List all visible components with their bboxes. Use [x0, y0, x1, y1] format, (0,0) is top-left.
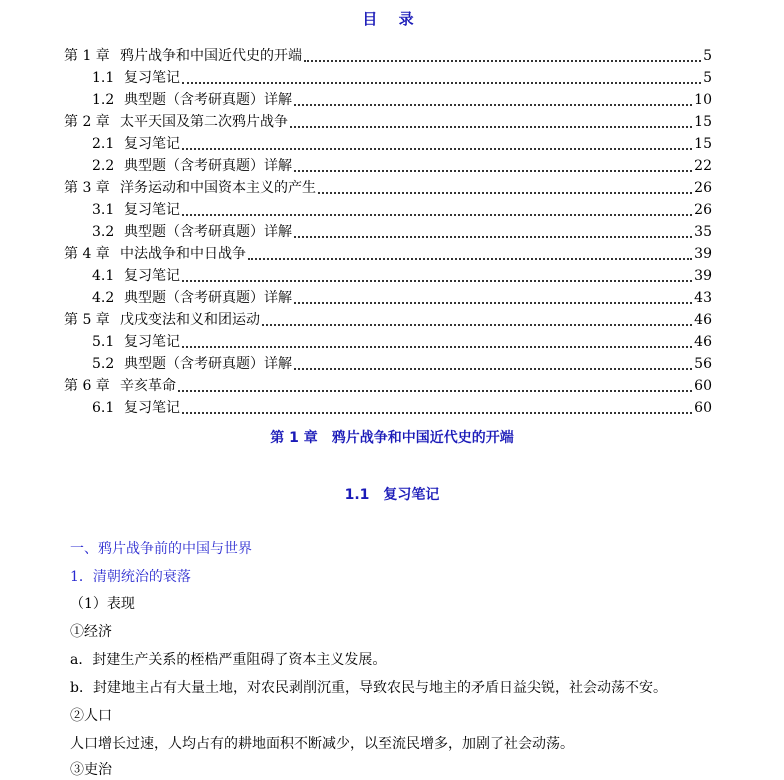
toc-number: 6.1 — [92, 400, 115, 416]
toc-section-3-1[interactable] — [92, 200, 712, 221]
toc-entry-title: 洋务运动和中国资本主义的产生 — [120, 180, 316, 196]
item-governance: ③吏治 — [70, 762, 112, 778]
toc-number: 2.2 — [92, 158, 115, 174]
toc-leader-dots — [182, 82, 701, 84]
population-text: 人口增长过速，人均占有的耕地面积不断减少，以至流民增多，加剧了社会动荡。 — [70, 736, 574, 752]
toc-entry-title: 复习笔记 — [124, 268, 180, 284]
toc-number: 4.2 — [92, 290, 115, 306]
toc-entry-title: 典型题（含考研真题）详解 — [124, 224, 292, 240]
chapter-heading: 第 1 章 鸦片战争和中国近代史的开端 — [270, 430, 514, 446]
toc-leader-dots — [294, 104, 692, 106]
toc-number: 1.1 — [92, 70, 115, 86]
toc-section-4-2[interactable] — [92, 288, 712, 309]
toc-leader-dots — [182, 346, 692, 348]
item-population: ②人口 — [70, 708, 112, 724]
toc-section-4-1[interactable] — [92, 266, 712, 287]
toc-leader-dots — [182, 148, 692, 150]
toc-section-2-2[interactable] — [92, 156, 712, 177]
toc-entry-title: 典型题（含考研真题）详解 — [124, 158, 292, 174]
toc-section-6-1[interactable] — [92, 398, 712, 419]
toc-leader-dots — [248, 258, 692, 260]
toc-entry-title: 复习笔记 — [124, 334, 180, 350]
toc-entry-title: 复习笔记 — [124, 136, 180, 152]
toc-page-number: 22 — [694, 158, 712, 174]
economy-point-a: a．封建生产关系的桎梏严重阻碍了资本主义发展。 — [70, 652, 387, 668]
toc-entry-title: 戊戌变法和义和团运动 — [120, 312, 260, 328]
toc-chapter-3[interactable] — [64, 178, 712, 199]
heading-level-2: 1．清朝统治的衰落 — [70, 569, 191, 585]
toc-page-number: 26 — [694, 202, 712, 218]
toc-page-number: 15 — [694, 114, 712, 130]
toc-page-number: 60 — [694, 378, 712, 394]
section-heading: 1.1 复习笔记 — [344, 487, 440, 503]
toc-page-number: 43 — [694, 290, 712, 306]
toc-entry-title: 中法战争和中日战争 — [120, 246, 246, 262]
toc-leader-dots — [318, 192, 692, 194]
toc-page-number: 5 — [703, 70, 712, 86]
toc-page-number: 39 — [694, 268, 712, 284]
toc-page-number: 35 — [694, 224, 712, 240]
toc-leader-dots — [294, 236, 692, 238]
toc-page-number: 15 — [694, 136, 712, 152]
toc-section-1-1[interactable] — [92, 68, 712, 89]
toc-number: 5.2 — [92, 356, 115, 372]
item-economy: ①经济 — [70, 624, 112, 640]
heading-level-3: （1）表现 — [70, 596, 135, 612]
toc-number: 5.1 — [92, 334, 115, 350]
toc-number: 第 1 章 — [64, 48, 110, 64]
toc-page-number: 56 — [694, 356, 712, 372]
toc-number: 第 3 章 — [64, 180, 110, 196]
toc-leader-dots — [182, 280, 692, 282]
toc-section-5-2[interactable] — [92, 354, 712, 375]
toc-number: 3.2 — [92, 224, 115, 240]
toc-entry-title: 复习笔记 — [124, 202, 180, 218]
toc-page-number: 46 — [694, 312, 712, 328]
toc-chapter-2[interactable] — [64, 112, 712, 133]
toc-number: 3.1 — [92, 202, 115, 218]
heading-level-1: 一、鸦片战争前的中国与世界 — [70, 541, 252, 557]
toc-chapter-1[interactable] — [64, 46, 712, 67]
toc-page-number: 60 — [694, 400, 712, 416]
toc-number: 1.2 — [92, 92, 115, 108]
toc-page-number: 46 — [694, 334, 712, 350]
toc-chapter-5[interactable] — [64, 310, 712, 331]
toc-leader-dots — [294, 302, 692, 304]
toc-section-5-1[interactable] — [92, 332, 712, 353]
toc-entry-title: 典型题（含考研真题）详解 — [124, 290, 292, 306]
toc-leader-dots — [182, 412, 692, 414]
toc-leader-dots — [294, 368, 692, 370]
toc-chapter-6[interactable] — [64, 376, 712, 397]
toc-entry-title: 典型题（含考研真题）详解 — [124, 356, 292, 372]
toc-number: 2.1 — [92, 136, 115, 152]
toc-leader-dots — [294, 170, 692, 172]
toc-leader-dots — [178, 390, 692, 392]
toc-entry-title: 鸦片战争和中国近代史的开端 — [120, 48, 302, 64]
toc-number: 第 6 章 — [64, 378, 110, 394]
toc-page-number: 10 — [694, 92, 712, 108]
toc-leader-dots — [262, 324, 692, 326]
toc-page-number: 39 — [694, 246, 712, 262]
toc-section-1-2[interactable] — [92, 90, 712, 111]
toc-number: 第 4 章 — [64, 246, 110, 262]
toc-entry-title: 复习笔记 — [124, 400, 180, 416]
economy-point-b: b．封建地主占有大量土地，对农民剥削沉重，导致农民与地主的矛盾日益尖锐，社会动荡不安。 — [70, 680, 667, 696]
toc-entry-title: 典型题（含考研真题）详解 — [124, 92, 292, 108]
toc-leader-dots — [182, 214, 692, 216]
toc-entry-title: 太平天国及第二次鸦片战争 — [120, 114, 288, 130]
toc-number: 第 5 章 — [64, 312, 110, 328]
toc-entry-title: 辛亥革命 — [120, 378, 176, 394]
toc-leader-dots — [290, 126, 692, 128]
toc-entry-title: 复习笔记 — [124, 70, 180, 86]
toc-title: 目 录 — [362, 10, 422, 28]
toc-section-2-1[interactable] — [92, 134, 712, 155]
toc-number: 第 2 章 — [64, 114, 110, 130]
toc-page-number: 26 — [694, 180, 712, 196]
toc-page-number: 5 — [703, 48, 712, 64]
toc-leader-dots — [304, 60, 701, 62]
toc-number: 4.1 — [92, 268, 115, 284]
toc-section-3-2[interactable] — [92, 222, 712, 243]
toc-chapter-4[interactable] — [64, 244, 712, 265]
